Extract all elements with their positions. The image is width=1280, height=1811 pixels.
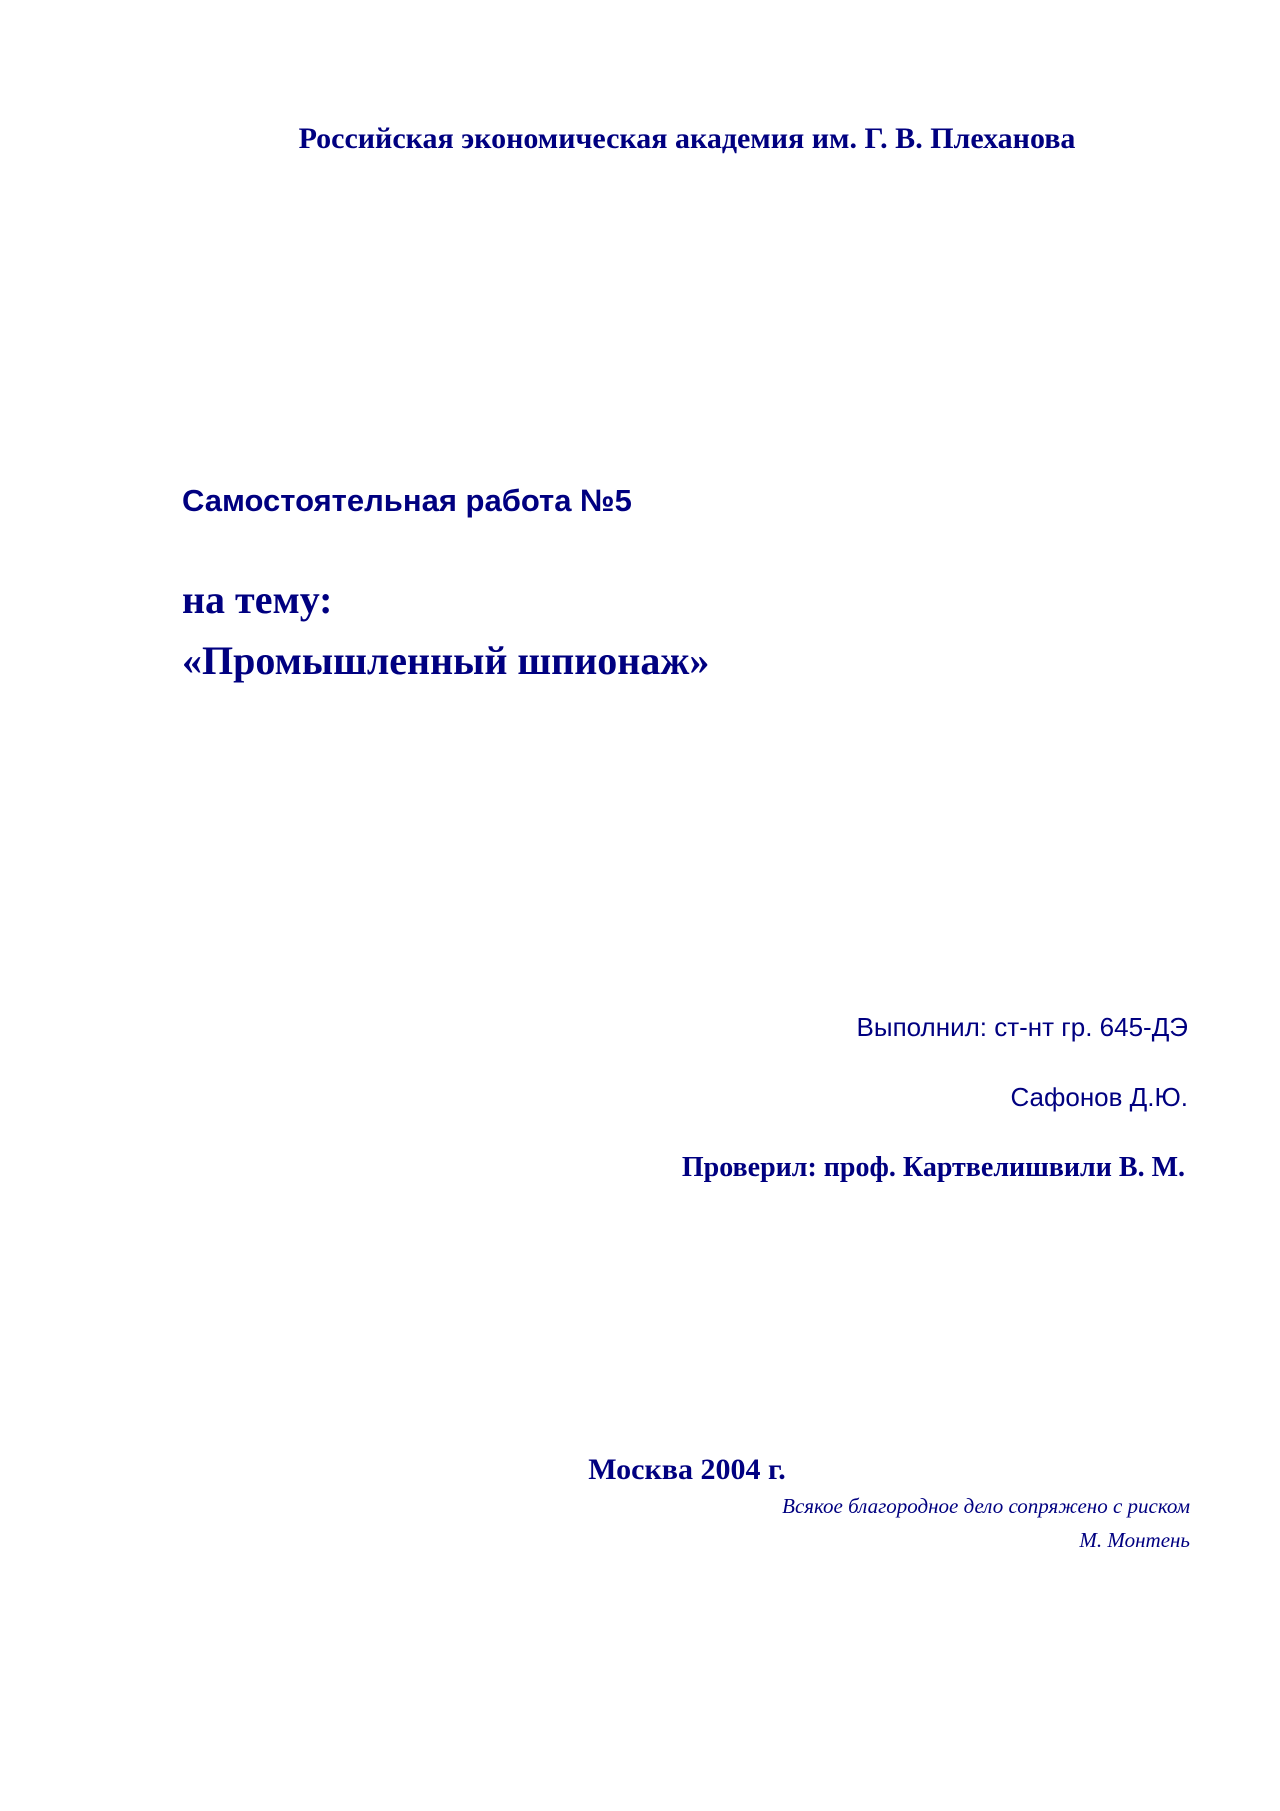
epigraph-author: М. Монтень [1079, 1528, 1190, 1552]
student-name: Сафонов Д.Ю. [1010, 1082, 1188, 1112]
work-title: Самостоятельная работа №5 [182, 483, 632, 518]
academy-name: Российская экономическая академия им. Г. В. Плеханова [298, 122, 1076, 155]
topic-prefix: на тему: [182, 577, 333, 622]
city-year: Москва 2004 г. [588, 1453, 786, 1486]
performed-by-line: Выполнил: ст-нт гр. 645-ДЭ [856, 1012, 1188, 1042]
checked-by-line: Проверил: проф. Картвелишвили В. М. [681, 1152, 1185, 1183]
topic-title: «Промышленный шпионаж» [182, 638, 710, 683]
epigraph-quote: Всякое благородное дело сопряжено с риском [782, 1494, 1190, 1518]
